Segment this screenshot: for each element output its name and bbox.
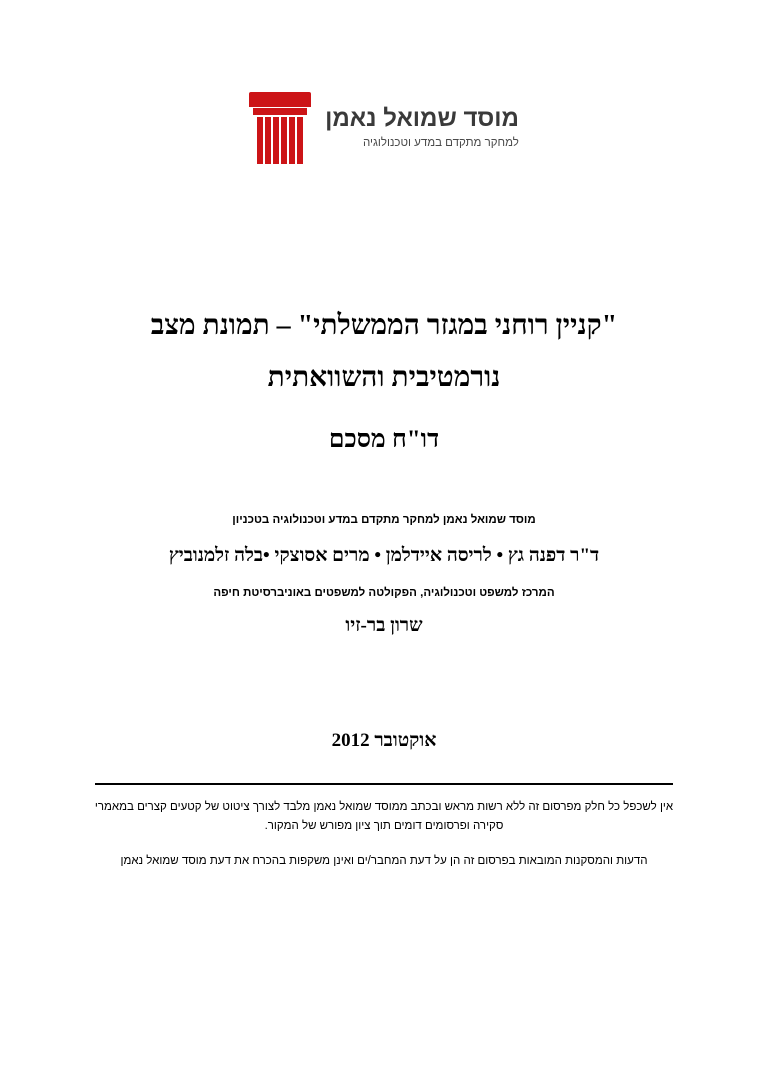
logo-text-block: [325, 105, 519, 150]
page-subtitle: דו"ח מסכם: [328, 425, 440, 453]
divider: [95, 783, 673, 785]
pillar-icon: [249, 92, 311, 164]
credits-block: [60, 512, 708, 637]
page-title-line-2: נורמטיבית והשוואתית: [267, 361, 501, 393]
legal-notice: [85, 798, 683, 871]
authors-secondary: שרון בר-זיו: [345, 615, 423, 637]
page-title-line-1: "קניין רוחני במגזר הממשלתי" – תמונת מצב: [150, 310, 618, 341]
legal-paragraph-1: אין לשכפל כל חלק מפרסום זה ללא רשות מראש ובכתב ממוסד שמואל נאמן מלבד לצורך ציטוט של קטעים קצרים במאמרי סקירה ופרסומים דומים תוך ציון מפורש של המקור.: [94, 801, 674, 832]
authors-primary: ד"ר דפנה גץ • לריסה איידלמן • מרים אסוצקי •בלה זלמנוביץ: [168, 545, 600, 567]
affiliation-secondary: המרכז למשפט וטכנולוגיה, הפקולטה למשפטים באוניברסיטת חיפה: [213, 587, 555, 600]
organization-name: מוסד שמואל נאמן: [325, 105, 519, 133]
publication-date: אוקטובר 2012: [331, 730, 437, 751]
affiliation-primary: מוסד שמואל נאמן למחקר מתקדם במדע וטכנולוגיה בטכניון: [232, 514, 536, 526]
title-block: [60, 300, 708, 454]
legal-paragraph-2: הדעות והמסקנות המובאות בפרסום זה הן על דעת המחבר/ים ואינן משקפות בהכרח את דעת מוסד שמואל נאמן: [120, 854, 648, 867]
organization-tagline: למחקר מתקדם במדע וטכנולוגיה: [362, 136, 519, 149]
organization-logo: [0, 92, 768, 164]
